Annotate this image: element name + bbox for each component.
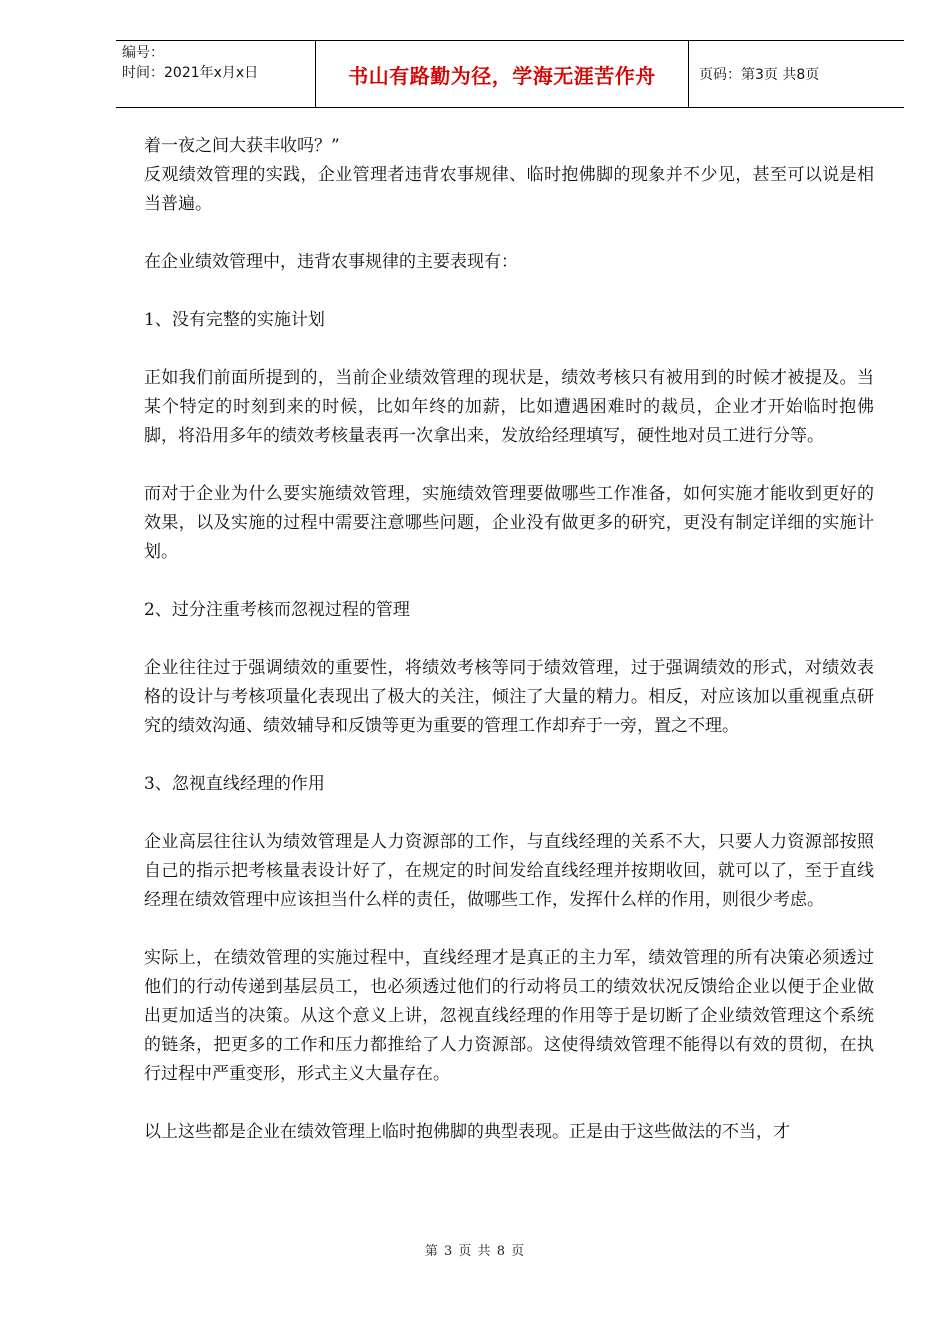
page-footer: 第 3 页 共 8 页	[424, 1244, 526, 1259]
paragraph: 在企业绩效管理中，违背农事规律的主要表现有：	[144, 252, 518, 272]
section-heading: 1、没有完整的实施计划	[144, 310, 325, 330]
paragraph: 以上这些都是企业在绩效管理上临时抱佛脚的典型表现。正是由于这些做法的不当，才	[144, 1122, 790, 1142]
paragraph: 着一夜之间大获丰收吗？”	[144, 136, 340, 156]
document-time-label: 时间：2021年x月x日	[122, 65, 259, 81]
page-header	[116, 40, 904, 108]
header-motto: 书山有路勤为径，学海无涯苦作舟	[315, 41, 689, 107]
header-meta	[116, 41, 315, 107]
paragraph: 反观绩效管理的实践，企业管理者违背农事规律、临时抱佛脚的现象并不少见，甚至可以说是相当普遍。	[144, 165, 874, 214]
document-number-label: 编号：	[122, 45, 164, 61]
paragraph: 企业高层往往认为绩效管理是人力资源部的工作，与直线经理的关系不大，只要人力资源部按照自己的指示把考核量表设计好了，在规定的时间发给直线经理并按期收回，就可以了，至于直线经理在绩效管理中应该担当什么样的责任，做哪些工作，发挥什么样的作用，则很少考虑。	[144, 832, 874, 910]
header-page-label: 页码：第3页 共8页	[699, 67, 820, 83]
section-heading: 2、过分注重考核而忽视过程的管理	[144, 600, 410, 620]
paragraph: 正如我们前面所提到的，当前企业绩效管理的现状是，绩效考核只有被用到的时候才被提及。当某个特定的时刻到来的时候，比如年终的加薪，比如遭遇困难时的裁员，企业才开始临时抱佛脚，将沿用多年的绩效考核量表再一次拿出来，发放给经理填写，硬性地对员工进行分等。	[144, 368, 874, 446]
paragraph: 而对于企业为什么要实施绩效管理，实施绩效管理要做哪些工作准备，如何实施才能收到更好的效果，以及实施的过程中需要注意哪些问题，企业没有做更多的研究，更没有制定详细的实施计划。	[144, 484, 874, 562]
document-body	[144, 132, 874, 1147]
paragraph: 企业往往过于强调绩效的重要性，将绩效考核等同于绩效管理，过于强调绩效的形式，对绩效表格的设计与考核项量化表现出了极大的关注，倾注了大量的精力。相反，对应该加以重视重点研究的绩效沟通、绩效辅导和反馈等更为重要的管理工作却弃于一旁，置之不理。	[144, 658, 874, 736]
section-heading: 3、忽视直线经理的作用	[144, 774, 325, 794]
paragraph: 实际上，在绩效管理的实施过程中，直线经理才是真正的主力军，绩效管理的所有决策必须透过他们的行动传递到基层员工，也必须透过他们的行动将员工的绩效状况反馈给企业以便于企业做出更加适当的决策。从这个意义上讲，忽视直线经理的作用等于是切断了企业绩效管理这个系统的链条，把更多的工作和压力都推给了人力资源部。这使得绩效管理不能得以有效的贯彻，在执行过程中严重变形，形式主义大量存在。	[144, 948, 874, 1084]
